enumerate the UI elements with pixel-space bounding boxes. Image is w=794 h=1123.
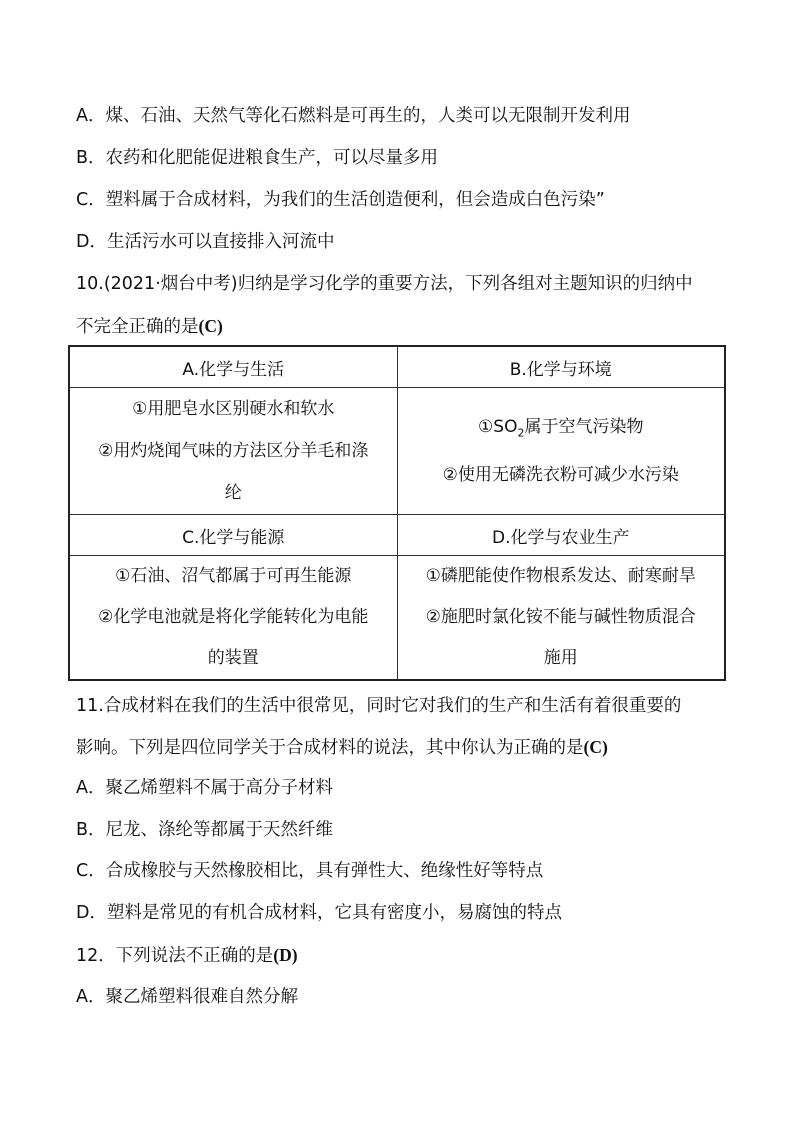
- q11-answer: (C): [583, 737, 608, 757]
- cell-a-content: [69, 388, 397, 515]
- q9-option-d: D．生活污水可以直接排入河流中: [76, 232, 335, 252]
- cell-a-item-2-cont: 纶: [224, 483, 242, 503]
- cell-d-content: [397, 556, 725, 681]
- q11-option-b: B．尼龙、涤纶等都属于天然纤维: [76, 820, 334, 840]
- cell-d-item-2-cont: 施用: [543, 648, 578, 668]
- q11-stem-text: 影响。下列是四位同学关于合成材料的说法，其中你认为正确的是: [76, 738, 584, 758]
- q9-option-a: A．煤、石油、天然气等化石燃料是可再生的，人类可以无限制开发利用: [76, 106, 631, 126]
- cell-a-item-2: ②用灼烧闻气味的方法区分羊毛和涤: [98, 441, 369, 461]
- cell-a-item-1: ①用肥皂水区别硬水和软水: [132, 399, 335, 419]
- cell-b-item-2: ②使用无磷洗衣粉可减少水污染: [442, 465, 679, 486]
- q11-stem-line1: 11.合成材料在我们的生活中很常见，同时它对我们的生产和生活有着很重要的: [76, 696, 682, 716]
- q11-option-c: C．合成橡胶与天然橡胶相比，具有弹性大、绝缘性好等特点: [76, 861, 544, 881]
- cell-c-content: [69, 556, 397, 681]
- cell-c-item-2-cont: 的装置: [207, 648, 259, 668]
- cell-d-item-1: ①磷肥能使作物根系发达、耐寒耐旱: [425, 566, 696, 586]
- q9-option-b: B．农药和化肥能促进粮食生产，可以尽量多用: [76, 148, 439, 168]
- cell-b-item-1-pre: ①SO: [478, 416, 518, 437]
- cell-b-content: [397, 388, 725, 515]
- cell-b-item-1-sub: 2: [517, 426, 525, 440]
- q9-option-c: C．塑料属于合成材料，为我们的生活创造便利，但会造成白色污染”: [76, 190, 605, 210]
- cell-c-head: C.化学与能源: [69, 515, 397, 556]
- cell-d-item-2: ②施肥时氯化铵不能与碱性物质混合: [425, 607, 696, 627]
- cell-b-item-1-post: 属于空气污染物: [524, 416, 644, 437]
- q12-stem: [76, 943, 298, 968]
- q10-stem-text: 不完全正确的是: [76, 317, 199, 337]
- cell-c-item-1: ①石油、沼气都属于可再生能源: [115, 566, 352, 586]
- q11-stem-line2: [76, 735, 608, 760]
- q10-stem-line1: 10.(2021·烟台中考)归纳是学习化学的重要方法，下列各组对主题知识的归纳中: [76, 274, 693, 294]
- cell-b-item-1: [406, 406, 717, 454]
- q11-option-d: D．塑料是常见的有机合成材料，它具有密度小，易腐蚀的特点: [76, 903, 562, 923]
- q12-option-a: A．聚乙烯塑料很难自然分解: [76, 987, 298, 1007]
- cell-d-head: D.化学与农业生产: [397, 515, 725, 556]
- cell-b-head: B.化学与环境: [397, 346, 725, 388]
- cell-c-item-2: ②化学电池就是将化学能转化为电能: [98, 607, 369, 627]
- q11-option-a: A．聚乙烯塑料不属于高分子材料: [76, 778, 333, 798]
- q10-answer: (C): [198, 316, 223, 336]
- cell-a-head: A.化学与生活: [69, 346, 397, 388]
- q12-answer: (D): [273, 945, 298, 965]
- q12-stem-text: 12．下列说法不正确的是: [76, 946, 274, 966]
- knowledge-summary-table: [68, 345, 726, 681]
- q10-stem-line2: [76, 314, 223, 339]
